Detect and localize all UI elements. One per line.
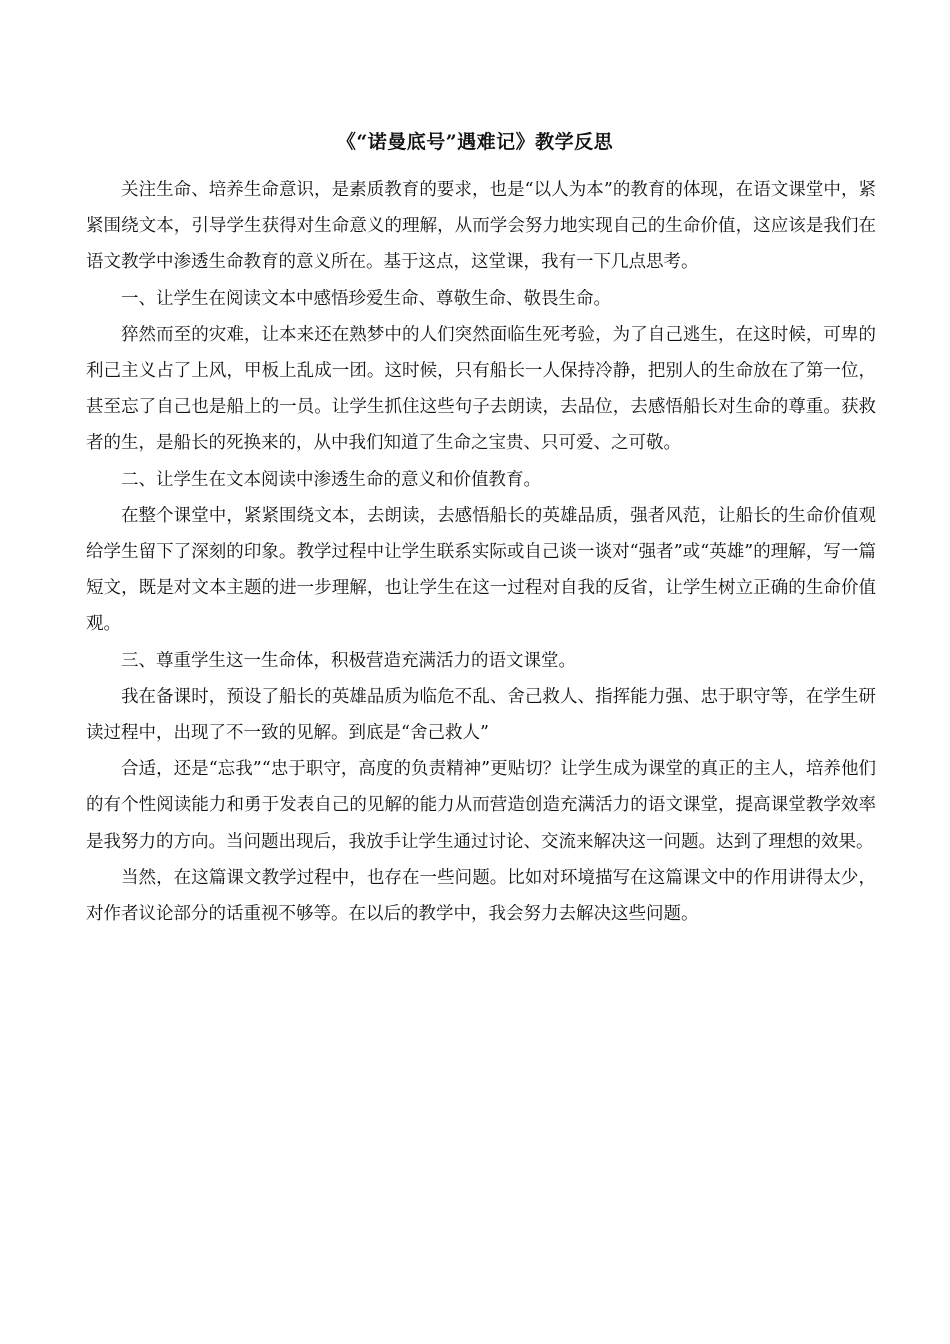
document-title: 《“诺曼底号”遇难记》教学反思 <box>336 131 614 153</box>
paragraph-section-3a: 我在备课时，预设了船长的英雄品质为临危不乱、舍己救人、指挥能力强、忠于职守等，在学生研读过程中，出现了不一致的见解。到底是“舍己救人” <box>86 686 876 744</box>
paragraph-intro: 关注生命、培养生命意识，是素质教育的要求，也是“以人为本”的教育的体现，在语文课堂中，紧紧围绕文本，引导学生获得对生命意义的理解，从而学会努力地实现自己的生命价值，这应该是我们在语文教学中渗透生命教育的意义所在。基于这点，这堂课，我有一下几点思考。 <box>86 180 876 273</box>
paragraph-section-2: 在整个课堂中，紧紧围绕文本，去朗读，去感悟船长的英雄品质，强者风范，让船长的生命价值观给学生留下了深刻的印象。教学过程中让学生联系实际或自己谈一谈对“强者”或“英雄”的理解，写一篇短文，既是对文本主题的进一步理解，也让学生在这一过程对自我的反省，让学生树立正确的生命价值观。 <box>86 505 876 635</box>
document-body <box>86 172 876 932</box>
section-heading-3: 三、尊重学生这一生命体，积极营造充满活力的语文课堂。 <box>121 650 576 671</box>
section-heading-2: 二、让学生在文本阅读中渗透生命的意义和价值教育。 <box>121 469 541 490</box>
paragraph-conclusion: 当然，在这篇课文教学过程中，也存在一些问题。比如对环境描写在这篇课文中的作用讲得太少，对作者议论部分的话重视不够等。在以后的教学中，我会努力去解决这些问题。 <box>86 867 876 925</box>
paragraph-section-1: 猝然而至的灾难，让本来还在熟梦中的人们突然面临生死考验，为了自己逃生，在这时候，可卑的利己主义占了上风，甲板上乱成一团。这时候，只有船长一人保持冷静，把别人的生命放在了第一位，甚至忘了自己也是船上的一员。让学生抓住这些句子去朗读，去品位，去感悟船长对生命的尊重。获救者的生，是船长的死换来的，从中我们知道了生命之宝贵、只可爱、之可敬。 <box>86 324 876 454</box>
paragraph-section-3b: 合适，还是“忘我”“忠于职守，高度的负责精神”更贴切？让学生成为课堂的真正的主人，培养他们的有个性阅读能力和勇于发表自己的见解的能力从而营造创造充满活力的语文课堂，提高课堂教学效率是我努力的方向。当问题出现后，我放手让学生通过讨论、交流来解决这一问题。达到了理想的效果。 <box>86 759 876 852</box>
section-heading-1: 一、让学生在阅读文本中感悟珍爱生命、尊敬生命、敬畏生命。 <box>121 288 611 309</box>
